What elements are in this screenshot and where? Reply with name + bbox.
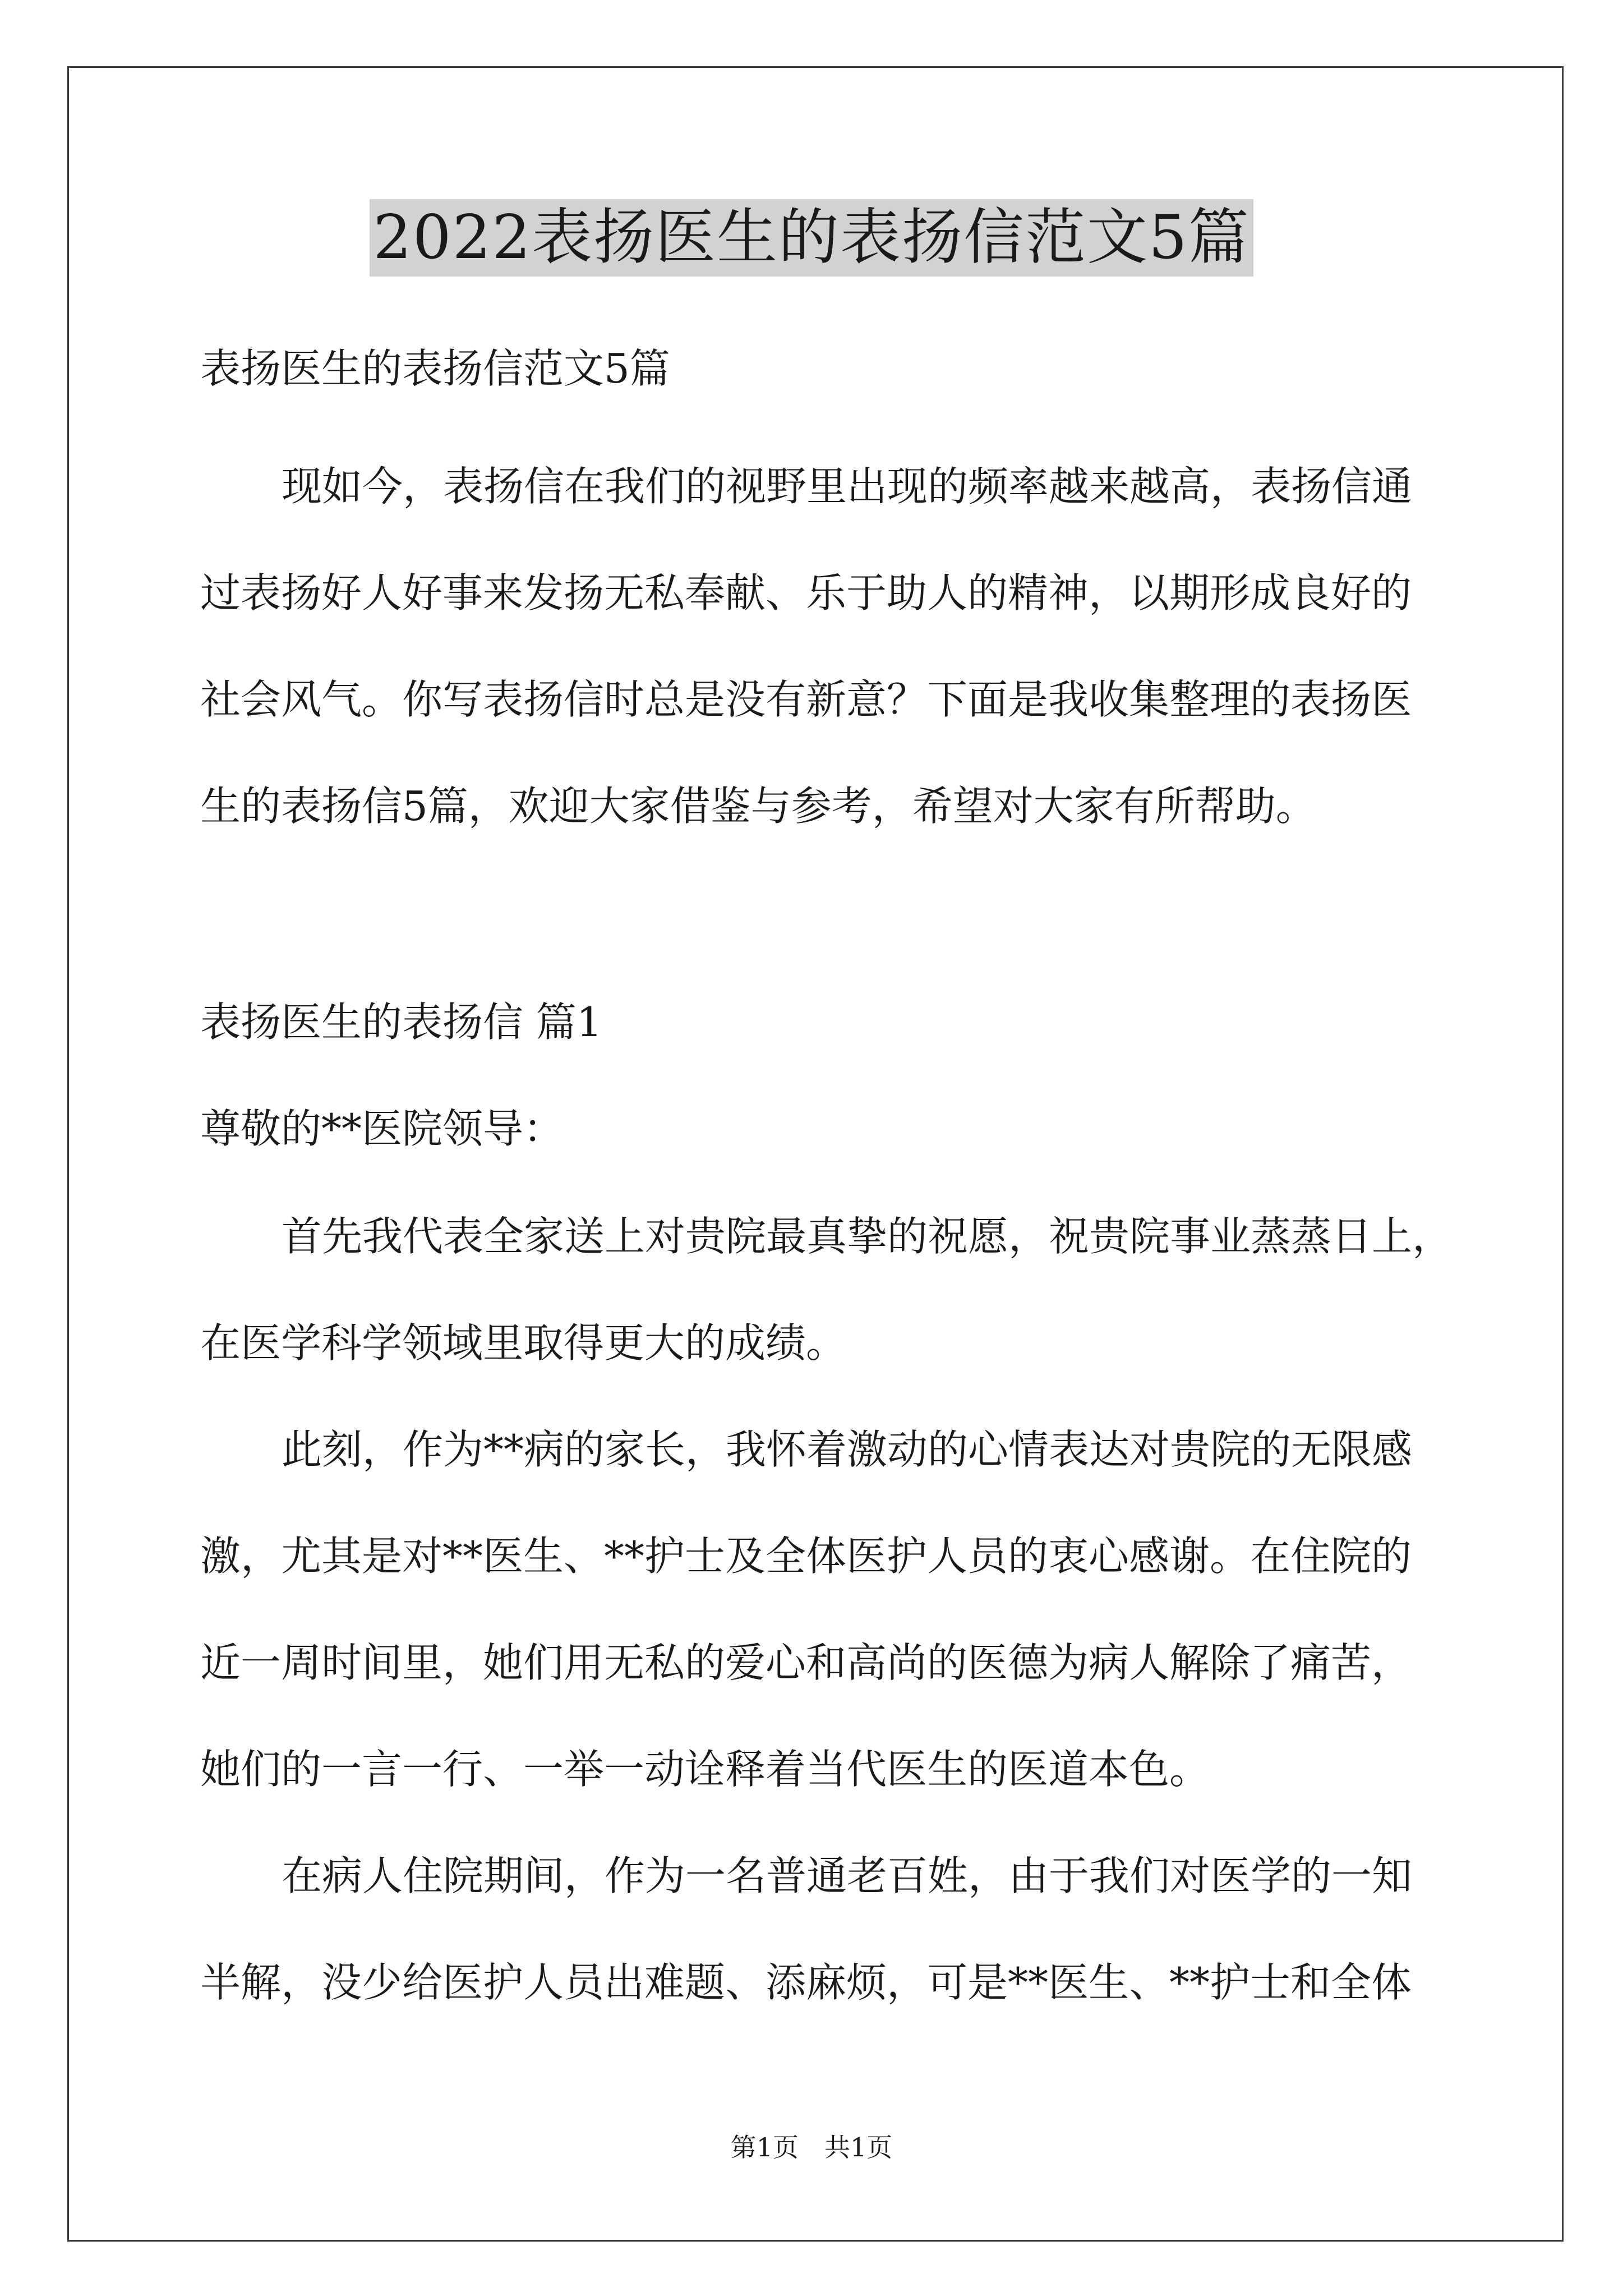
body-paragraph-line: 她们的一言一行、一举一动诠释着当代医生的医道本色。 bbox=[200, 1746, 1210, 1793]
document-title: 2022表扬医生的表扬信范文5篇 bbox=[370, 199, 1253, 277]
section-heading: 表扬医生的表扬信 篇1 bbox=[200, 999, 602, 1046]
intro-paragraph-line: 现如今，表扬信在我们的视野里出现的频率越来越高，表扬信通 bbox=[282, 463, 1413, 510]
body-paragraph-line: 在医学科学领域里取得更大的成绩。 bbox=[200, 1319, 847, 1366]
body-paragraph-line: 此刻，作为**病的家长，我怀着激动的心情表达对贵院的无限感 bbox=[282, 1426, 1413, 1473]
page-footer: 第1页 共1页 bbox=[730, 2132, 893, 2162]
intro-paragraph-line: 社会风气。你写表扬信时总是没有新意？下面是我收集整理的表扬医 bbox=[200, 676, 1412, 723]
body-paragraph-line: 激，尤其是对**医生、**护士及全体医护人员的衷心感谢。在住院的 bbox=[200, 1533, 1412, 1580]
title-container bbox=[0, 199, 1623, 277]
body-paragraph-line: 在病人住院期间，作为一名普通老百姓，由于我们对医学的一知 bbox=[282, 1852, 1413, 1899]
body-paragraph-line: 近一周时间里，她们用无私的爱心和高尚的医德为病人解除了痛苦， bbox=[200, 1639, 1412, 1686]
intro-paragraph-line: 过表扬好人好事来发扬无私奉献、乐于助人的精神，以期形成良好的 bbox=[200, 569, 1412, 616]
body-paragraph-line: 首先我代表全家送上对贵院最真挚的祝愿，祝贵院事业蒸蒸日上， bbox=[282, 1213, 1453, 1260]
salutation: 尊敬的**医院领导： bbox=[200, 1105, 564, 1152]
body-paragraph-line: 半解，没少给医护人员出难题、添麻烦，可是**医生、**护士和全体 bbox=[200, 1959, 1412, 2006]
subtitle-line: 表扬医生的表扬信范文5篇 bbox=[200, 345, 670, 392]
intro-paragraph-line: 生的表扬信5篇，欢迎大家借鉴与参考，希望对大家有所帮助。 bbox=[200, 783, 1316, 830]
